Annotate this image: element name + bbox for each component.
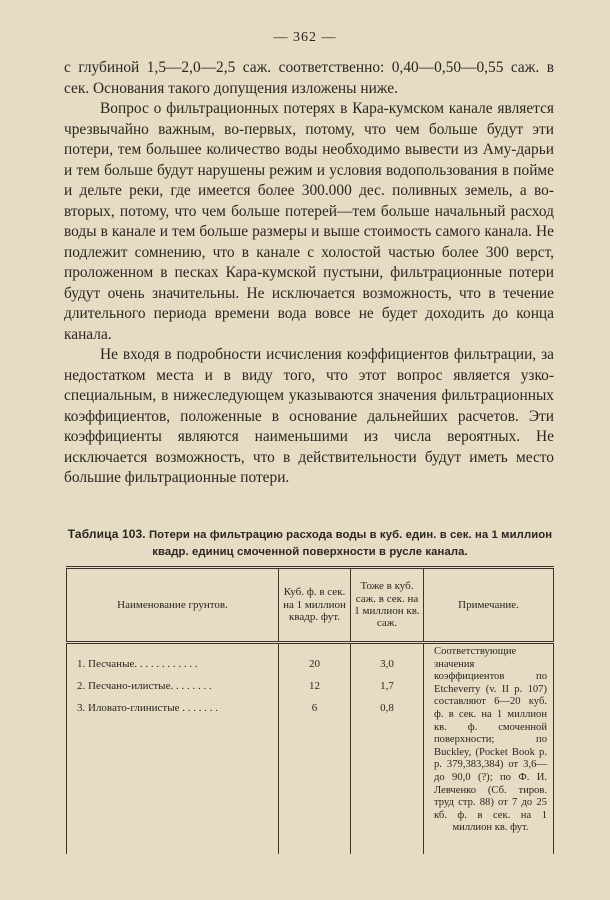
page-number: — 362 —	[273, 30, 337, 45]
table-caption-text: Потери на фильтрацию расхода воды в куб. един. в сек. на 1 миллион квадр. единиц смоченной поверхности в русле канала.	[148, 529, 553, 558]
table-spacer-row	[67, 643, 554, 657]
row-cubic-feet: 6	[279, 702, 351, 854]
row-cubic-feet: 12	[279, 680, 351, 702]
row-soil: 2. Песчано-илистые. . . . . . . .	[77, 680, 212, 692]
row-soil: 3. Иловато-глинистые . . . . . . .	[77, 702, 218, 714]
table-note: Соответствующие значения коэффициентов по Etcheverry (v. II p. 107) составляют 6—20 куб. ф. в сек. на 1 миллион кв. ф. смоченной поверхности; по Buckley, (Pocket Book p. p. 379,383,384) от 3,6—до 90,0 (?); по Ф. И. Левченко (Сб. тиров. труд стр. 88) от 7 до 25 кб. ф. в сек. на 1 миллион кв. фут.	[424, 643, 554, 855]
body-text	[64, 58, 554, 489]
row-cubic-sazhen: 3,0	[351, 656, 424, 680]
header-cubic-sazhen: Тоже в куб. саж. в сек. на 1 миллион кв. саж.	[351, 568, 424, 643]
row-soil: 1. Песчаные. . . . . . . . . . . .	[77, 658, 198, 670]
table-header-row	[67, 568, 554, 643]
header-note: Примечание.	[424, 568, 554, 643]
filtration-table	[66, 566, 554, 854]
paragraph-filtration-losses: Вопрос о фильтрационных потерях в Кара-кумском канале является чрезвычайно важным, во-первых, потому, что чем больше будут эти потери, тем большее количество воды необходимо вывести из Аму-дарьи и тем больше будут нарушены режим и условия водопользования в пойме и дельте реки, где имеется более 300.000 дес. поливных земель, а во-вторых, потому, что чем больше потерей—тем больше начальный расход воды в канале и тем больше размеры и выше стоимость самого канала. Не подлежит сомнению, что в канале с холостой частью более 300 верст, проложенном в песках Кара-кумской пустыни, фильтрационные потери будут очень значительны. Не исключается возможность, что в течение длительного периода времени вода вовсе не будет доходить до конца канала.	[64, 100, 554, 343]
row-cubic-feet: 20	[279, 656, 351, 680]
header-cubic-feet: Куб. ф. в сек. на 1 миллион квадр. фут.	[279, 568, 351, 643]
table-caption	[60, 526, 560, 561]
paragraph-continuation: с глубиной 1,5—2,0—2,5 саж. соответственно: 0,40—0,50—0,55 саж. в сек. Основания такого допущения изложены ниже.	[64, 59, 554, 97]
row-cubic-sazhen: 1,7	[351, 680, 424, 702]
paragraph-coefficients: Не входя в подробности исчисления коэффициентов фильтрации, за недостатком места и в виду того, что этот вопрос является узко-специальным, в нижеследующем указываются значения фильтрационных коэффициентов, положенные в основание дальнейших расчетов. Эти коэффициенты являются наименьшими из числа вероятных. Не исключается возможность, что в действительности будут иметь место большие фильтрационные потери.	[64, 346, 554, 486]
header-soil: Наименование грунтов.	[67, 568, 279, 643]
row-cubic-sazhen: 0,8	[351, 702, 424, 854]
table-caption-label: Таблица 103.	[67, 527, 146, 541]
